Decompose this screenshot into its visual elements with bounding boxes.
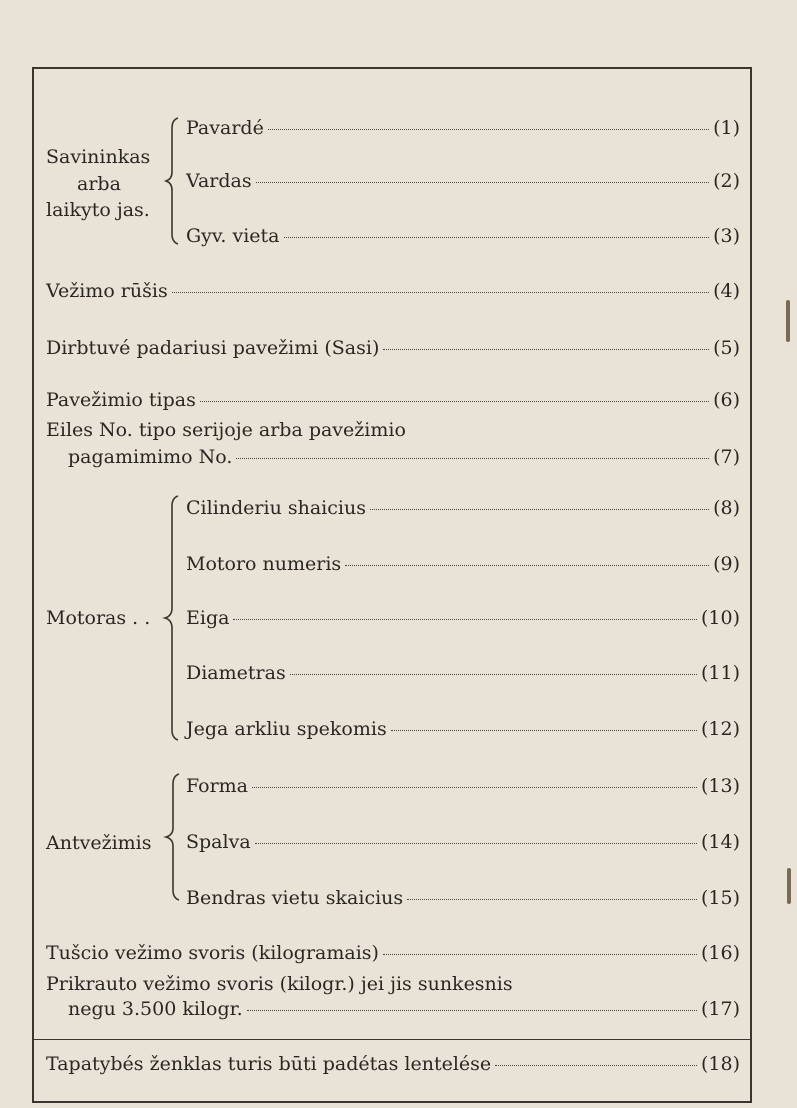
field-surname-label: Pavardé	[186, 117, 264, 139]
field-color-label: Spalva	[186, 831, 251, 853]
field-diameter-label: Diametras	[186, 662, 286, 684]
field-horsepower-label: Jega arkliu spekomis	[186, 718, 387, 740]
field-cylinders-leader	[370, 509, 709, 510]
field-residence-leader	[284, 237, 710, 238]
field-surname-number: (1)	[713, 117, 740, 139]
field-empty-weight-label: Tušcio vežimo svoris (kilogramais)	[46, 942, 379, 964]
field-vehicle-model-label: Pavežimio tipas	[46, 389, 196, 411]
field-color[interactable]	[186, 831, 740, 853]
field-serial[interactable]	[68, 446, 740, 468]
field-loaded-weight-leader	[247, 1010, 697, 1011]
field-horsepower-leader	[391, 730, 697, 731]
field-seats-label: Bendras vietu skaicius	[186, 887, 404, 909]
field-id-plate-number: (18)	[700, 1053, 740, 1075]
owner-group-label-line2: arba	[77, 173, 121, 195]
field-first-name-label: Vardas	[186, 170, 252, 192]
field-color-leader	[255, 843, 697, 844]
field-diameter[interactable]	[186, 662, 740, 684]
field-loaded-weight-label-line1: Prikrauto vežimo svoris (kilogr.) jei jis sunkesnis	[46, 973, 513, 995]
field-motor-number-number: (9)	[713, 553, 740, 575]
field-stroke-label: Eiga	[186, 607, 230, 629]
field-vehicle-model-number: (6)	[713, 389, 740, 411]
motor-brace	[162, 494, 186, 742]
field-empty-weight-number: (16)	[700, 942, 740, 964]
field-stroke-leader	[233, 619, 697, 620]
field-horsepower[interactable]	[186, 718, 740, 740]
field-shape-leader	[252, 787, 697, 788]
body-brace	[163, 772, 187, 902]
field-cylinders-number: (8)	[713, 497, 740, 519]
field-id-plate[interactable]	[46, 1053, 740, 1075]
field-workshop[interactable]	[46, 337, 740, 359]
field-shape-label: Forma	[186, 775, 249, 797]
field-empty-weight-leader	[383, 954, 697, 955]
field-loaded-weight-label-line2: negu 3.500 kilogr.	[68, 998, 243, 1020]
field-horsepower-number: (12)	[700, 718, 740, 740]
field-serial-label-line2: pagamimimo No.	[68, 446, 233, 468]
field-empty-weight[interactable]	[46, 942, 740, 964]
field-first-name-number: (2)	[713, 170, 740, 192]
field-serial-leader	[236, 458, 709, 459]
field-motor-number[interactable]	[186, 553, 740, 575]
body-group-label: Antvežimis	[46, 832, 152, 854]
field-workshop-label: Dirbtuvé padariusi pavežimi (Sasi)	[46, 337, 380, 359]
owner-brace	[164, 116, 188, 246]
field-seats[interactable]	[186, 887, 740, 909]
field-motor-number-leader	[345, 565, 709, 566]
field-diameter-number: (11)	[700, 662, 740, 684]
section-divider	[33, 1039, 751, 1040]
field-vehicle-model[interactable]	[46, 389, 740, 411]
field-workshop-leader	[383, 349, 709, 350]
field-vehicle-type[interactable]	[46, 280, 740, 302]
field-seats-number: (15)	[700, 887, 740, 909]
field-motor-number-label: Motoro numeris	[186, 553, 342, 575]
field-serial-label-line1: Eiles No. tipo serijoje arba pavežimio	[46, 419, 406, 441]
field-color-number: (14)	[700, 831, 740, 853]
field-first-name-leader	[256, 182, 709, 183]
field-shape-number: (13)	[700, 775, 740, 797]
field-seats-leader	[407, 899, 697, 900]
field-loaded-weight[interactable]	[68, 998, 740, 1020]
field-shape[interactable]	[186, 775, 740, 797]
paper-stain	[787, 868, 791, 904]
field-vehicle-type-leader	[172, 292, 709, 293]
field-serial-number: (7)	[713, 446, 740, 468]
owner-group-label-line1: Savininkas	[46, 146, 151, 168]
field-stroke[interactable]	[186, 607, 740, 629]
field-vehicle-model-leader	[200, 401, 709, 402]
field-residence-label: Gyv. vieta	[186, 225, 280, 247]
field-loaded-weight-number: (17)	[700, 998, 740, 1020]
field-diameter-leader	[290, 674, 697, 675]
field-id-plate-label: Tapatybés ženklas turis būti padétas lentelése	[46, 1053, 492, 1075]
field-stroke-number: (10)	[700, 607, 740, 629]
field-first-name[interactable]	[186, 170, 740, 192]
field-residence[interactable]	[186, 225, 740, 247]
field-id-plate-leader	[495, 1065, 697, 1066]
field-vehicle-type-number: (4)	[713, 280, 740, 302]
paper-stain	[786, 300, 790, 342]
field-vehicle-type-label: Vežimo rūšis	[46, 280, 168, 302]
owner-group-label-line3: laikyto jas.	[46, 199, 150, 221]
field-cylinders-label: Cilinderiu shaicius	[186, 497, 366, 519]
field-workshop-number: (5)	[713, 337, 740, 359]
field-cylinders[interactable]	[186, 497, 740, 519]
field-surname-leader	[268, 129, 709, 130]
field-residence-number: (3)	[713, 225, 740, 247]
motor-group-label: Motoras . .	[46, 607, 151, 629]
field-surname[interactable]	[186, 117, 740, 139]
